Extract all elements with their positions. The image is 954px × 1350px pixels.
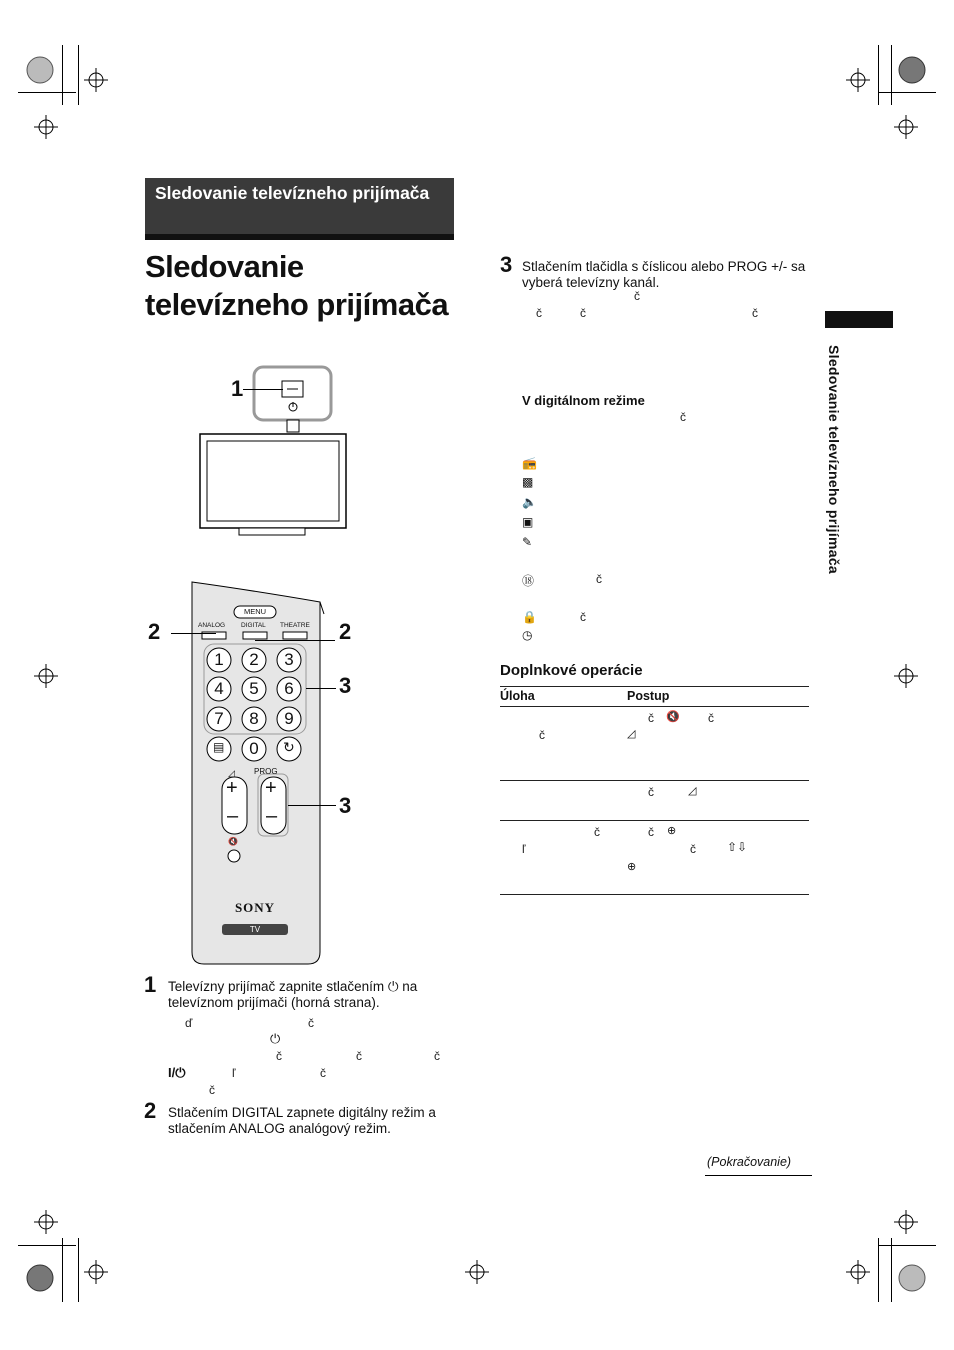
side-tab-marker [825, 311, 893, 328]
arrow-up-down-icon: ⇧⇩ [727, 840, 748, 854]
volume-symbol-icon: ◿ [627, 728, 636, 740]
remote-key-7: 7 [214, 709, 224, 728]
callout-line-3b [288, 805, 336, 806]
callout-1: 1 [231, 376, 244, 401]
power-icon: ⏻ [270, 1031, 281, 1046]
callout-2a: 2 [148, 619, 161, 644]
section-header-text: Sledovanie televízneho prijímača [155, 183, 430, 203]
glyph: ľ [232, 1066, 236, 1080]
step-1-text: Televízny prijímač zapnite stlačením ⏻ na televíznom prijímači (horná strana). [168, 979, 418, 1010]
callout-3a: 3 [339, 673, 352, 698]
callout-line-3a [306, 688, 336, 689]
audio-icon: 🔈 [522, 495, 537, 509]
lock-icon: 🔒 [522, 610, 537, 624]
glyph: č [648, 785, 654, 799]
callout-line-2b [255, 640, 335, 641]
col-task-header: Úloha [500, 689, 535, 703]
col-procedure-header: Postup [627, 689, 670, 703]
glyph: č [648, 825, 654, 839]
table-row-rule-1 [500, 780, 809, 781]
glyph: č [308, 1016, 314, 1030]
subtitle-icon: ▣ [522, 515, 534, 529]
section-header [145, 178, 454, 234]
remote-vol-minus: – [227, 805, 239, 827]
hearing-impaired-icon: ✎ [522, 535, 533, 549]
glyph: č [596, 572, 602, 586]
age-rating-18-icon: ⑱ [522, 574, 535, 588]
remote-brand-logo: SONY [234, 900, 276, 915]
glyph: č [209, 1083, 215, 1097]
glyph: č [708, 711, 714, 725]
remote-key-8: 8 [249, 709, 259, 728]
return-icon: ↻ [283, 739, 295, 755]
remote-key-3: 3 [284, 650, 294, 669]
continued-rule [705, 1175, 812, 1176]
scrambled-icon: ▩ [522, 475, 534, 489]
ok-button-icon-2: ⊕ [627, 861, 637, 873]
glyph: č [648, 711, 654, 725]
remote-key-0: 0 [249, 739, 259, 758]
glyph: č [594, 825, 600, 839]
remote-key-2: 2 [249, 650, 259, 669]
remote-prog-minus: – [266, 805, 278, 827]
continued-note: (Pokračovanie) [707, 1155, 792, 1169]
remote-prog-plus: + [265, 777, 277, 799]
glyph: ď [185, 1016, 193, 1030]
glyph: č [752, 306, 758, 320]
digital-mode-heading: V digitálnom režime [522, 393, 645, 408]
mute-symbol-icon: 🔇 [666, 711, 680, 723]
remote-theatre-label: THEATRE [280, 622, 310, 629]
remote-prog-label: PROG [254, 767, 278, 776]
radio-icon: 📻 [522, 456, 537, 470]
remote-key-1: 1 [214, 650, 224, 669]
remote-tv-label: TV [249, 925, 261, 934]
glyph: č [536, 306, 542, 320]
remote-key-9: 9 [284, 709, 294, 728]
side-label: Sledovanie televízneho prijímača [826, 345, 842, 575]
glyph: č [356, 1049, 362, 1063]
remote-key-5: 5 [249, 679, 259, 698]
remote-menu-label: MENU [243, 607, 267, 616]
section-underline [145, 234, 454, 240]
volume-symbol-icon-2: ◿ [688, 785, 697, 797]
glyph: č [320, 1066, 326, 1080]
glyph: č [634, 289, 640, 303]
remote-vol-plus: + [226, 777, 238, 799]
glyph: č [434, 1049, 440, 1063]
step-2-text: Stlačením DIGITAL zapnete digitálny režim a stlačením ANALOG analógový režim. [168, 1105, 436, 1136]
glyph: č [539, 728, 545, 742]
glyph: č [580, 610, 586, 624]
volume-icon: ◿ [228, 768, 235, 778]
clock-icon: ◷ [522, 628, 533, 642]
remote-analog-label: ANALOG [198, 622, 226, 629]
callout-line-1 [243, 389, 283, 390]
teletext-icon: ▤ [213, 740, 225, 754]
glyph: č [680, 410, 686, 424]
glyph: ľ [522, 842, 526, 856]
additional-heading: Doplnkové operácie [500, 662, 643, 679]
callout-line-2a [171, 633, 216, 634]
page-title: Sledovanie televízneho prijímača [145, 249, 449, 322]
glyph: č [690, 842, 696, 856]
step-1-number: 1 [144, 972, 157, 997]
mute-icon: 🔇 [228, 837, 238, 846]
step-3-number: 3 [500, 252, 513, 277]
remote-key-4: 4 [214, 679, 224, 698]
table-top-rule [500, 686, 809, 687]
glyph: č [580, 306, 586, 320]
step-3-text: Stlačením tlačidla s číslicou alebo PROG +/- sa vyberá televízny kanál. [522, 259, 806, 290]
callout-2b: 2 [339, 619, 352, 644]
callout-3b: 3 [339, 793, 352, 818]
table-header-rule [500, 706, 809, 707]
glyph: č [276, 1049, 282, 1063]
remote-key-6: 6 [284, 679, 294, 698]
remote-digital-label: DIGITAL [241, 622, 266, 629]
ok-button-icon: ⊕ [667, 825, 677, 837]
table-row-rule-2 [500, 820, 809, 821]
standby-power-icon: I/⏻ [168, 1065, 186, 1080]
step-2-number: 2 [144, 1098, 157, 1123]
table-bottom-rule [500, 894, 809, 895]
